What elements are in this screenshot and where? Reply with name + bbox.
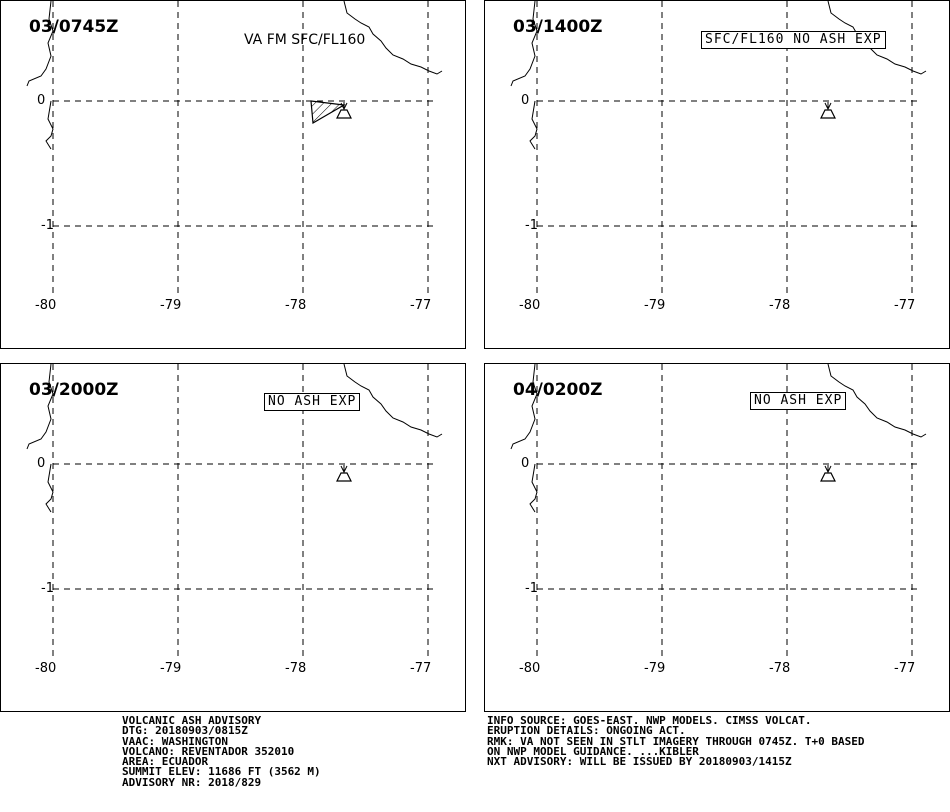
lat-label-0: 0 [37,93,46,108]
lon-label-79: -79 [160,661,182,676]
lon-label-77: -77 [894,661,916,676]
forecast-box: NO ASH EXP [750,392,846,410]
panel-time: 04/0200Z [513,380,603,400]
footer-line: VOLCANO: REVENTADOR 352010 [122,744,295,758]
lon-label-80: -80 [519,298,541,313]
lon-label-80: -80 [35,661,57,676]
lon-label-78: -78 [769,661,791,676]
panel-time: 03/0745Z [29,17,119,37]
forecast-box: NO ASH EXP [264,393,360,411]
footer-line: SUMMIT ELEV: 11686 FT (3562 M) [122,765,321,779]
map-canvas-2 [485,1,950,349]
map-canvas-3 [1,364,466,712]
panel-time: 03/1400Z [513,17,603,37]
coastline [46,464,53,512]
lat-label-0: 0 [37,456,46,471]
lon-label-77: -77 [894,298,916,313]
advisory-remarks-text [487,716,865,767]
volcano-triangle-icon [821,465,835,481]
map-panel-1 [0,0,466,349]
coastline [27,364,53,449]
panel-time: 03/2000Z [29,380,119,400]
map-canvas-4 [485,364,950,712]
lon-label-78: -78 [285,661,307,676]
footer-line: VAAC: WASHINGTON [122,734,228,748]
volcano-triangle-icon [337,465,351,481]
footer-line: ADVISORY NR: 2018/829 [122,775,262,789]
coastline [511,364,537,449]
coastline [530,101,537,149]
footer-line: VOLCANIC ASH ADVISORY [122,714,262,727]
forecast-box: SFC/FL160 NO ASH EXP [701,31,886,49]
map-panel-3 [0,363,466,712]
lon-label-77: -77 [410,298,432,313]
footer-line: AREA: ECUADOR [122,755,209,769]
lon-label-79: -79 [644,661,666,676]
coastline [511,1,537,86]
coastline [530,464,537,512]
lat-label-minus1: -1 [525,581,538,596]
lat-label-minus1: -1 [41,218,54,233]
lon-label-78: -78 [285,298,307,313]
lon-label-77: -77 [410,661,432,676]
lat-label-minus1: -1 [525,218,538,233]
footer-line: RMK: VA NOT SEEN IN STLT IMAGERY THROUGH 0745Z. T+0 BASED [487,734,865,748]
footer-line: DTG: 20180903/0815Z [122,724,248,738]
footer-line: INFO SOURCE: GOES-EAST. NWP MODELS. CIMSS VOLCAT. [487,714,812,727]
map-canvas-1 [1,1,466,349]
lat-label-0: 0 [521,93,530,108]
ash-level-label: VA FM SFC/FL160 [244,32,366,48]
coastline [46,101,53,149]
footer-line: ON NWP MODEL GUIDANCE. ...KIBLER [487,744,699,758]
map-panel-2 [484,0,950,349]
volcano-triangle-icon [821,102,835,118]
advisory-header-text [122,716,321,788]
footer-line: ERUPTION DETAILS: ONGOING ACT. [487,724,686,738]
footer-line: NXT ADVISORY: WILL BE ISSUED BY 20180903/1415Z [487,755,792,769]
map-panel-4 [484,363,950,712]
lat-label-minus1: -1 [41,581,54,596]
coastline [27,1,53,86]
lon-label-79: -79 [160,298,182,313]
lon-label-78: -78 [769,298,791,313]
lon-label-79: -79 [644,298,666,313]
lat-label-0: 0 [521,456,530,471]
hatched-ash-polygon [311,101,344,123]
lon-label-80: -80 [35,298,57,313]
lon-label-80: -80 [519,661,541,676]
